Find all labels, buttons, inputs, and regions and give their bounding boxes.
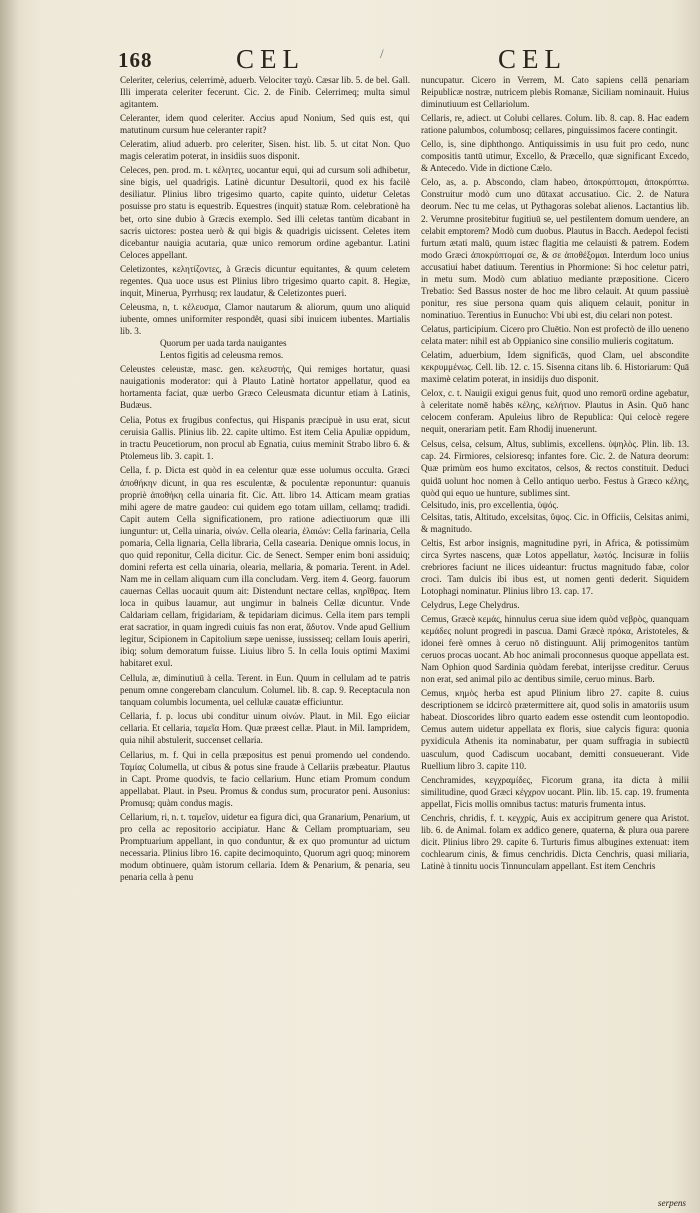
- right-column: [421, 74, 689, 872]
- entry-celeces: Celeces, pen. prod. m. t. κέλητες, uocantur equi, qui ad cursum soli adhibetur, sine bigis, uel quadrigis. Latinè dicuntur Desultorii, quod ex his facilè desiliatur. Plinius libro trigesimo quarto, capite quinto, uidetur Celetas posuisse pro statu is equestrib. Equestres (inquit) statuæ Rom. celebrationè ha bet, orto sine dubio à Græcis exemplo. Sed illi celetas tantùm dicabant in sacris uictores: postea uerò & qui bigis & quadrigis uicissent. Celetes item dicebantur nauigia acutaria, quæ unico remorum ordine agebantur. Latini Celoces appellant.: [120, 165, 410, 260]
- entry-celeratim: Celeratim, aliud aduerb. pro celeriter, Sisen. hist. lib. 5. ut citat Non. Quo magis celeratim poterat, in insidiis suos disponit.: [120, 139, 410, 162]
- entry-celydrus: Celydrus, Lege Chelydrus.: [421, 599, 520, 610]
- catchword: serpens: [657, 1198, 686, 1208]
- entry-celeranter: Celeranter, idem quod celeriter. Accius apud Nonium, Sed quis est, qui matutinum cursum hue celeranter rapit?: [120, 113, 410, 136]
- entry-cemus-herba: Cemus, κημὸς herba est apud Plinium libro 27. capite 8. cuius descriptionem se idcircò prætermittere ait, quod solis in amatoriis usum habeat. Dioscorides libro quarto eadem esse ostendit cum leontopodio. Cemus autem uidetur appellata ex floris, siue calycis figura: quonia pyxidicula Athenis ita nominabatur, per quam suffragia in subiectū uasculum, quod Cadiscum uocabant, demitti consueuerant. Vide Ruellium libro 3. capite 110.: [421, 688, 689, 771]
- entry-continuation: nuncupatur. Cicero in Verrem, M. Cato sapiens cellā penariam Reipublicæ nostræ, nutricem plebis Romanæ, Siciliam nominauit. Huius diminutiuum est Cellariolum.: [421, 75, 689, 110]
- entry-cellaria: Cellaria, f. p. locus ubi conditur uinum οἰνών. Plaut. in Mil. Ego eiiciar cellaria. Et cellaria, ταμεῖα Hom. Quæ præest cellæ. Plaut. in Mil. Iampridem, quia nihil abstulerit, succenset cellaria.: [120, 711, 410, 746]
- book-gutter: [0, 0, 18, 1213]
- entry-celatim: Celatim, aduerbium, Idem significās, quod Clam, uel abscondite κεκρυμμένως. Cell. lib. 12. c. 15. Sisenna citans lib. 6. Historiarum: Quā maximè celatim poterat, in insidijs duo disponit.: [421, 350, 689, 385]
- entry-cenchramides: Cenchramides, κεγχραμίδες, Ficorum grana, ita dicta à milii similitudine, quod Græci κέγχρον uocant. Plin. lib. 15. cap. 19. frumenta appellat, Ficis mollis omnibus tactus: maturis frumenta intus.: [421, 774, 689, 809]
- entry-cella: Cella, f. p. Dicta est quòd in ea celentur quæ esse uolumus occulta. Græci ἀποθήκην dicunt, in qua res esculentæ, & poculentæ reponuntur: quanuis propriè ἀποθήκη cella uinaria fit. Cic. Att. libro 14. Atticam meam gratias mihi agere de matre gaudeo: cui quidem ego totam uillam, cellamq; tradidi. Capit autem Cella significationem, pro ratione adiectiuorum quæ illi iunguntur: ut, Cella uinaria, οἰνών. Cella olearia, ἐλαιών: Cella farinaria, Cella pomaria, Cella lignaria, Cella libraria, Cella casearia. Denique omnis locus, in quo quid reponitur, Cella dicitur. Cic. de Senect. Semper enim boni assiduiq; domini referta est cella uinaria, olearia, mellaria, & pomaria. Terent. in Adel. Nam me in cellam aliquam cum illa concludam. Verg. item 4. Georg. fauorum cauernas Cellas uocauit quum ait: Distendunt nectare cellas, κηρῖθρας. Item loca in quibus lauamur, aut ungimur in balneis Cellæ dicuntur. Vnde Caldariam cellam, frigidariam, & tepidariam dicimus. Cella item pars templi erat sacratior, in quam ingredi cuiuis fas non erat, ἄδυτον. Vnde apud Gellium legitur, Scipionem in Capitolium sæpe uenisse, iussisseq; cellam Iouis aperiri, ibiq; solum demoratum fuisse. Liuius libro 5. In cella Iouis optimi Maximi habitaret exul.: [120, 465, 410, 669]
- entry-celatus: Celatus, participium. Cicero pro Cluētio. Non est profectò de illo ueneno celata mater: nihil est ab Oppianico sine consilio mulieris cogitatum.: [421, 323, 689, 346]
- entry-cemus: Cemus, Græcè κεμάς, hinnulus cerua siue idem quòd νεβρὸς, quanquam κεμάδες nolunt progredi in pascua. Dami Græcè πρόκα, Aristoteles, & idonei ferè omnes à ceruo nō distinguunt. Alij primogenitos tantùm ceruos procas uocant. Ab hoc animali proconnesus quoque appellata est. Nam Ophion quod Sardinia quòdam ferebat, interijsse creditur. Ceruus non erat, sed animal pilo ac dentibus simile, ceruo minus. Barb.: [421, 614, 689, 685]
- page-number: 168: [118, 48, 153, 72]
- entry-celsus: Celsus, celsa, celsum, Altus, sublimis, excellens. ὑψηλὸς. Plin. lib. 13. cap. 24. Firmiores, celsioresq; infantes fore. Cic. 2. de Natura deorum: Quæ primùm eos humo excitatos, celsos, & rectos constituit. Deduci quidā uolunt hoc nomen à Cello antiquo uerbo. Festus à Græco κέλης, quòd qui equo ue hunture, sublimes sint.: [421, 439, 689, 498]
- entry-celo: Celo, as, a. p. Abscondo, clam habeo, ἀποκρύπτομαι, ἀποκρύπτω. Construitur modò cum uno dūtaxat accusatiuo. Cic. 2. de Natura deorum. Nec tu me celas, ut Pythagoras solebat alienos. Lactantius lib. 2. Verumne prositebitur fugitiuū se, uel pestilentem domum uendere, an celabit emptorem? Modò cum duobus. Plautus in Bacch. Aedepol fecisti furtum ætati malū, quum istæc flagitia me celauisti & patrem. Eodem modo Græci ἀποκρύπτομαί σε, & σε ἀποθέξομαι. Interdum loco unius accusatiui habet datiuum. Terentius in Phormione: Si hoc celetur patri, in metu sum. Modò cum ablatiuo mediante præpositione. Cicero Trebatio: Sed Bassus noster de hoc me libro celauit. At quum passiuè ponitur, res siue persona quam quis aliquem celauit, ponitur in nominatiuo. Terentius in Eunucho: Vbi ubi est, diu celari non potest.: [421, 177, 689, 320]
- entry-celeusma: Celeusma, n, t. κέλευσμα, Clamor nautarum & aliorum, quum uno aliquid iubente, omnes uniformiter respondêt, quasi sibi inuicem iubentes. Martialis lib. 3.: [120, 301, 410, 336]
- entry-celetizontes: Celetizontes, κελητίζοντες, à Græcis dicuntur equitantes, & quum celetem regentes. Qua uoce usus est Plinius libro trigesimo quarto capit. 8. Hegiæ, inquit, Minerua, Pyrrhusq; rex laudatur, & Celetizontes pueri.: [120, 263, 410, 298]
- verse-line: Lentos figitis ad celeusma remos.: [160, 350, 284, 361]
- entry-cellaris: Cellaris, re, adiect. ut Colubi cellares. Colum. lib. 8. cap. 8. Hac eadem ratione palumbos, columbosq; cellares, pinguissimos facere contingit.: [421, 113, 689, 136]
- left-running-head: CEL: [236, 44, 305, 74]
- left-column: [120, 74, 410, 883]
- entry-celox: Celox, c. t. Nauigii exigui genus fuit, quod uno remorū ordine agebatur, à celeritate nomē habēs κέλης, κελήτιον. Plautus in Asin. Quō hanc celocem conferam. Apuleius libro de Republica: Qui celocè regere nequit, onerariam petit. Eam Rhodij inuenerunt.: [421, 388, 689, 435]
- running-head: [0, 40, 700, 72]
- right-running-head: CEL: [498, 44, 567, 74]
- entry-cellarius: Cellarius, m. f. Qui in cella præpositus est penui promendo uel condendo. Ταμίας Columella, ut cibus & potus sine fraude à Cellariis præbeatur. Plautus in Capt. Prome quodvis, te facio cellarium. Hunc etiam Promum condum appellabat. Plaut. in Pseu. Promus & condus sum, procurator peni. Ausonius: Promusq; quàm condus magis.: [120, 749, 410, 808]
- verse-line: Quorum per uada tarda nauigantes: [160, 337, 287, 348]
- entry-celsitas: Celsitas, tatis, Altitudo, excelsitas, ὕψος. Cic. in Officiis, Celsitas animi, & magnitudo.: [421, 511, 689, 534]
- entry-cello: Cello, is, sine diphthongo. Antiquissimis in usu fuit pro cedo, nunc compositis tantū utimur, Excello, & Præcello, quæ significant Excedo, & Antecedo. Vide in dictione Cælo.: [421, 139, 689, 174]
- entry-celeustes: Celeustes celeustæ, masc. gen. κελευστής, Qui remiges hortatur, quasi nauigationis moderator: qui à Plauto Latinè hortator appellatur, quod ea hortamenta faciat, quæ uerbo Græco Celeusmata dicuntur etiam à Latinis, Budæus.: [120, 364, 410, 411]
- entry-cellula: Cellula, æ, diminutiuū à cella. Terent. in Eun. Quum in cellulam ad te patris penum omne congerebam clanculum. Columel. lib. 8. cap. 9. Receptacula non tanquam columbis locumenta, uel cellulæ cauatæ efficiuntur.: [120, 673, 410, 708]
- entry-celia: Celia, Potus ex frugibus confectus, qui Hispanis præcipuè in usu erat, sicut ceruisia Gallis. Plinius lib. 22. capite ultimo. Est item Celia Apuliæ oppidum, in tractu Peucetiorum, non procul ab Egnatia, cuius meminit Strabo libro 6. & Ptolemeus lib. 3. capit. 1.: [120, 415, 410, 462]
- entry-celeriter: Celeriter, celerius, celerrimè, aduerb. Velociter ταχὺ. Cæsar lib. 5. de bel. Gall. Illi imperata celeriter fecerunt. Cic. 2. de Finib. Celerrimeq; multa simul agitantem.: [120, 75, 410, 110]
- entry-celsitudo: Celsitudo, inis, pro excellentia, ὑψός.: [421, 499, 559, 510]
- entry-cenchris: Cenchris, chridis, f. t. κεγχρίς, Auis ex accipitrum genere qua Aristot. lib. 6. de Animal. folam ex addico genere, quaterna, & plura oua parere dicit. Plinius libro 29. capite 6. Turturis fimus albugines extenuat: item cochlearum cinis, & fimus cenchridis. Dicta Cenchris, quasi miliaria, Latinè à tinnitu uocis Tinnunculam appellant. Est item Cenchris: [421, 812, 689, 871]
- margin-mark: /: [380, 46, 384, 61]
- entry-celtis: Celtis, Est arbor insignis, magnitudine pyri, in Africa, & potissimùm circa Syrtes nascens, quæ Lotos appellatur, λωτός. Incisuræ in foliis crebriores faciunt ne ilices uideantur: fructus magnitudo fabæ, color croci. Tam dulcis ibi ibus est, ut nomen genti dederit. Siquidem Lotophagi nominatur. Plinius libro 13. cap. 17.: [421, 537, 689, 596]
- entry-cellarium: Cellarium, ri, n. t. ταμεῖον, uidetur ea figura dici, qua Granarium, Penarium, ut pro cella ac repositorio accipiatur. Hanc & Cellam promptuariam, seu Promptuarium appellant, in quo conduntur, & ex quo promuntur ad uictum necessaria. Plinius libro 16. capite decimoquinto, Quorum agri quoq; minorem modum obtinuere, quàm istorum cellaria. Idem & Penarium, & penaria, seu penaria cella à penu: [120, 811, 410, 882]
